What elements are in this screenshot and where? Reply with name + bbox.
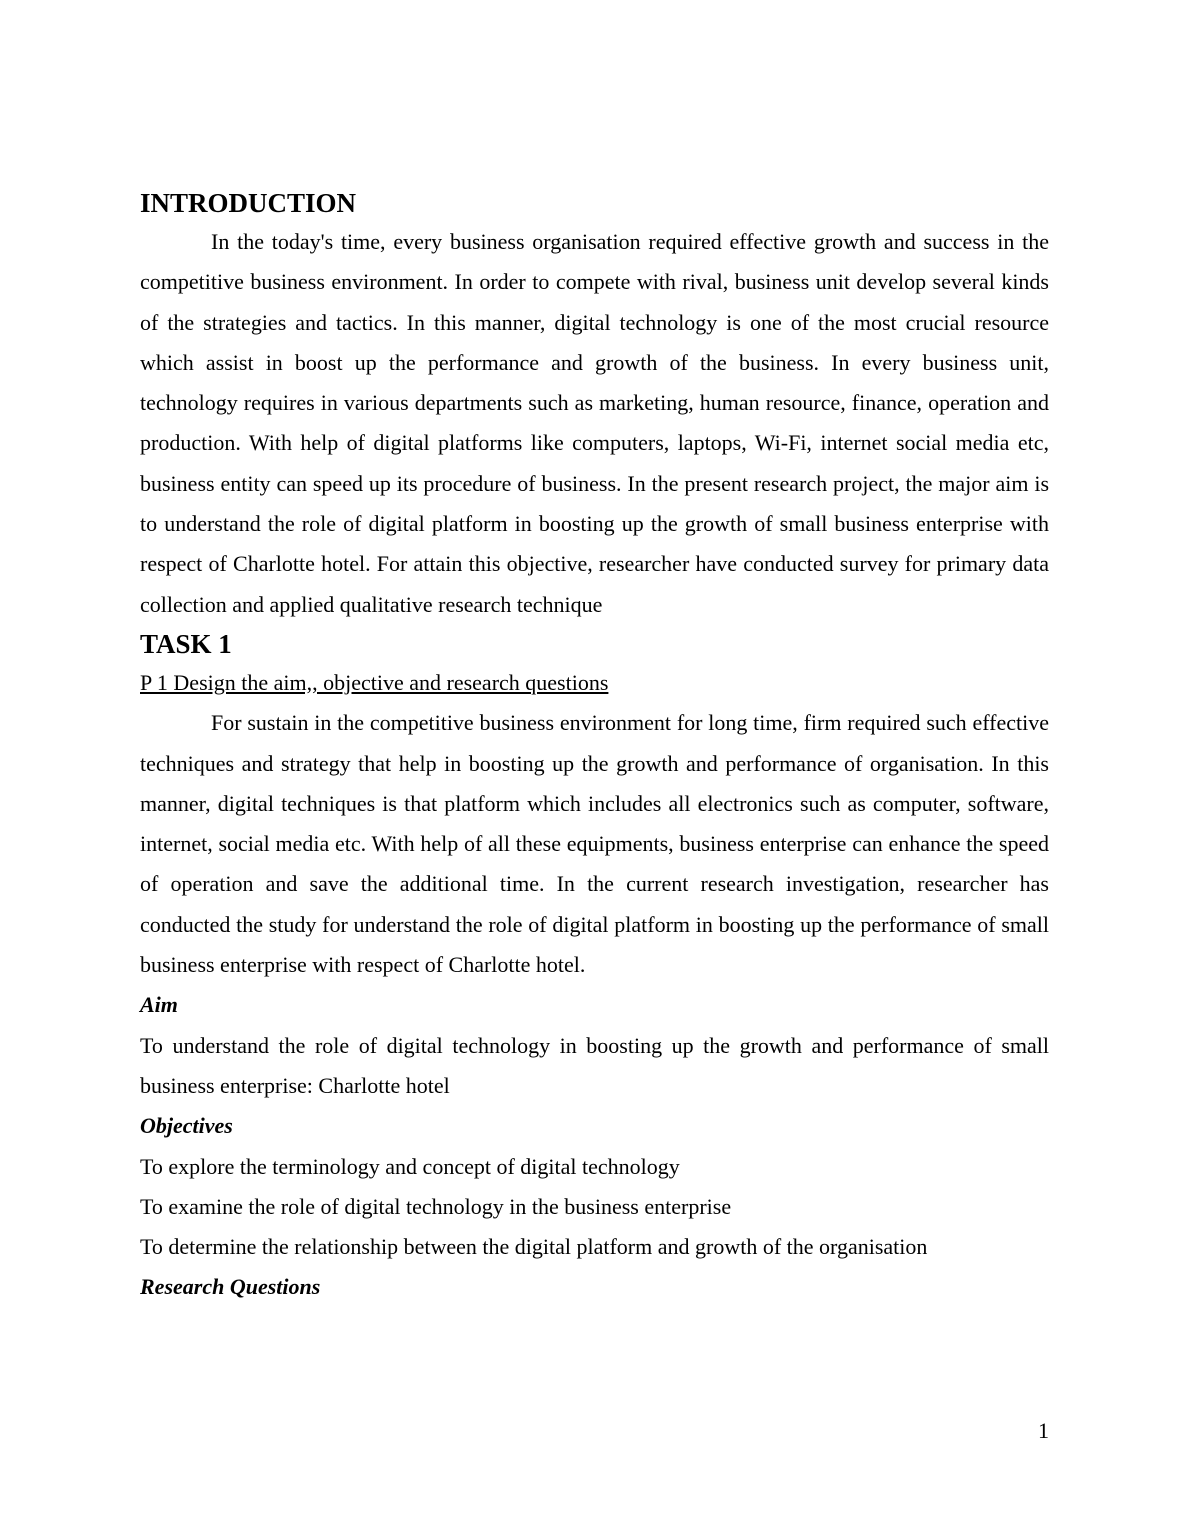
research-questions-label: Research Questions	[140, 1274, 321, 1300]
aim-label: Aim	[140, 992, 178, 1018]
task-1-subheading: P 1 Design the aim,, objective and research questions	[140, 669, 609, 695]
aim-text: To understand the role of digital technology in boosting up the growth and performance of small business enterprise: Charlotte hotel	[140, 1032, 1049, 1098]
objective-item: To examine the role of digital technology in the business enterprise	[140, 1193, 732, 1219]
objective-item: To explore the terminology and concept of digital technology	[140, 1153, 680, 1179]
introduction-heading: INTRODUCTION	[140, 188, 357, 218]
page-number: 1	[1038, 1418, 1049, 1443]
introduction-paragraph: In the today's time, every business organisation required effective growth and success in the competitive business environment. In order to compete with rival, business unit develop several kinds of the strategies and tactics. In this manner, digital technology is one of the most crucial resource which assist in boost up the performance and growth of the business. In every business unit, technology requires in various departments such as marketing, human resource, finance, operation and production. With help of digital platforms like computers, laptops, Wi-Fi, internet social media etc, business entity can speed up its procedure of business. In the present research project, the major aim is to understand the role of digital platform in boosting up the growth of small business enterprise with respect of Charlotte hotel. For attain this objective, researcher have conducted survey for primary data collection and applied qualitative research technique	[140, 229, 1049, 617]
task-1-paragraph: For sustain in the competitive business environment for long time, firm required such effective techniques and strategy that help in boosting up the growth and performance of organisation. In this manner, digital techniques is that platform which includes all electronics such as computer, software, internet, social media etc. With help of all these equipments, business enterprise can enhance the speed of operation and save the additional time. In the current research investigation, researcher has conducted the study for understand the role of digital platform in boosting up the performance of small business enterprise with respect of Charlotte hotel.	[140, 710, 1049, 978]
document-page	[140, 184, 1049, 1308]
objective-item: To determine the relationship between the digital platform and growth of the organisation	[140, 1234, 928, 1260]
task-1-heading: TASK 1	[140, 628, 232, 659]
objectives-label: Objectives	[140, 1113, 233, 1139]
